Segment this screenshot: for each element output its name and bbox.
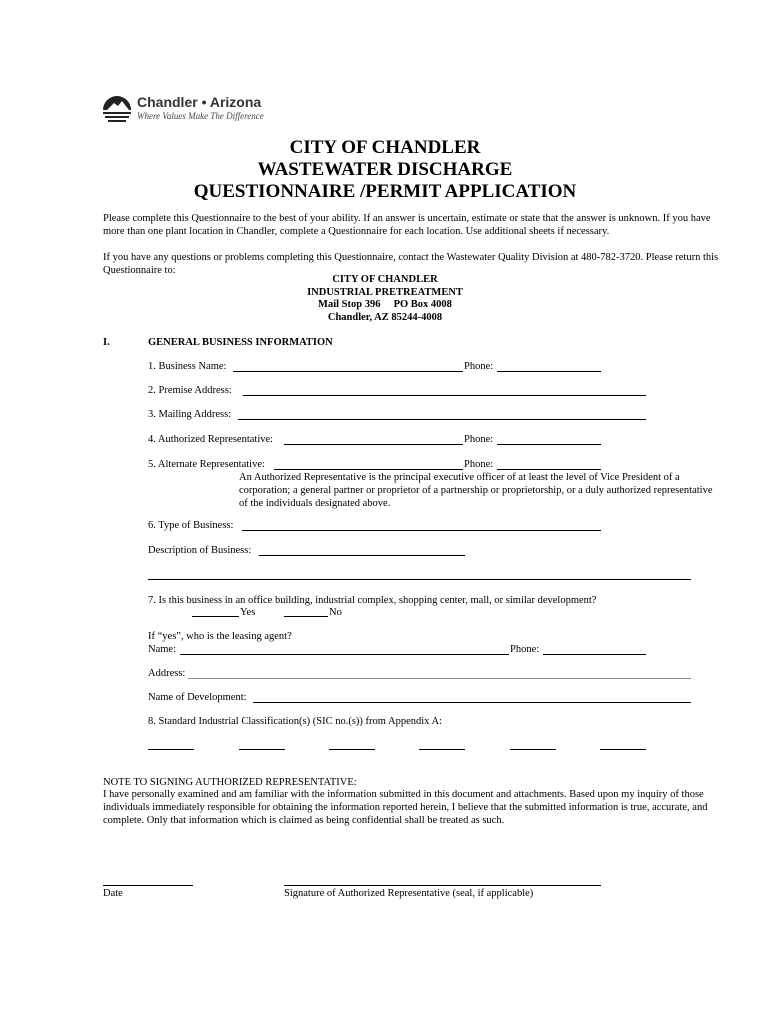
- yes-label: Yes: [240, 607, 256, 618]
- title-line-1: CITY OF CHANDLER: [289, 137, 481, 158]
- return-address-line-1: CITY OF CHANDLER: [332, 274, 438, 285]
- return-address-line-2: INDUSTRIAL PRETREATMENT: [307, 286, 463, 298]
- logo-name: Chandler • Arizona: [137, 94, 262, 110]
- question-7-label: 7. Is this business in an office building, industrial complex, shopping center, mall, or similar development?: [148, 595, 597, 606]
- leasing-agent-label: If “yes”, who is the leasing agent?: [148, 631, 292, 642]
- yes-field[interactable]: [192, 616, 239, 617]
- section-number: I.: [103, 337, 110, 348]
- leasing-agent-address-field[interactable]: [188, 678, 691, 679]
- type-of-business-field[interactable]: [242, 530, 601, 531]
- section-heading: GENERAL BUSINESS INFORMATION: [148, 337, 333, 348]
- alternate-rep-label: 5. Alternate Representative:: [148, 459, 265, 470]
- mailing-address-field[interactable]: [238, 419, 646, 420]
- authorized-rep-phone-field[interactable]: [497, 444, 601, 445]
- intro-paragraph-2: If you have any questions or problems completing this Questionnaire, contact the Wastewater Quality Division at 480-782-3720. Please return this Questionnaire to:: [103, 252, 719, 276]
- alternate-rep-phone-field[interactable]: [497, 469, 601, 470]
- description-label: Description of Business:: [148, 545, 252, 556]
- sic-field-4[interactable]: [419, 749, 465, 750]
- mailing-address-label: 3. Mailing Address:: [148, 409, 232, 420]
- alternate-rep-phone-label: Phone:: [464, 459, 494, 470]
- return-address-line-3: Mail Stop 396 PO Box 4008: [318, 299, 452, 310]
- leasing-agent-phone-field[interactable]: [543, 654, 646, 655]
- leasing-agent-address-label: Address:: [148, 668, 186, 679]
- leasing-agent-name-label: Name:: [148, 644, 176, 655]
- logo-tagline: Where Values Make The Difference: [137, 111, 264, 121]
- date-label: Date: [103, 888, 123, 899]
- business-name-label: 1. Business Name:: [148, 361, 227, 372]
- alternate-rep-field[interactable]: [274, 469, 463, 470]
- business-name-field[interactable]: [233, 371, 463, 372]
- no-label: No: [329, 607, 342, 618]
- date-field[interactable]: [103, 885, 193, 886]
- intro-paragraph-1: Please complete this Questionnaire to the best of your ability. If an answer is uncertain, estimate or state that the answer is unknown. If you have more than one plant location in Chandler, complete a Questionnaire for each location. Use additional sheets if necessary.: [103, 213, 711, 237]
- premise-address-field[interactable]: [243, 395, 646, 396]
- authorized-rep-phone-label: Phone:: [464, 434, 494, 445]
- business-phone-field[interactable]: [497, 371, 601, 372]
- leasing-agent-name-field[interactable]: [180, 654, 509, 655]
- premise-address-label: 2. Premise Address:: [148, 385, 232, 396]
- sic-field-3[interactable]: [329, 749, 375, 750]
- signature-field[interactable]: [284, 885, 601, 886]
- sic-field-6[interactable]: [600, 749, 646, 750]
- certification-text: I have personally examined and am familiar with the information submitted in this document and attachments. Based upon my inquiry of those individuals immediately responsible for obtaining the information reported herein, I believe that the submitted information is true, accurate, and complete. Only that information which is claimed as being confidential shall be treated as such.: [103, 789, 708, 826]
- type-of-business-label: 6. Type of Business:: [148, 520, 234, 531]
- description-field-continued[interactable]: [148, 579, 691, 580]
- sic-field-1[interactable]: [148, 749, 194, 750]
- certification-heading: NOTE TO SIGNING AUTHORIZED REPRESENTATIVE:: [103, 777, 357, 788]
- sun-mountain-icon: [101, 92, 133, 124]
- description-field[interactable]: [259, 555, 465, 556]
- leasing-agent-phone-label: Phone:: [510, 644, 540, 655]
- title-line-2: WASTEWATER DISCHARGE: [257, 159, 513, 180]
- city-logo: [101, 92, 271, 124]
- name-of-development-field[interactable]: [253, 702, 691, 703]
- authorized-rep-label: 4. Authorized Representative:: [148, 434, 274, 445]
- no-field[interactable]: [284, 616, 328, 617]
- return-address-line-4: Chandler, AZ 85244-4008: [327, 311, 443, 323]
- signature-label: Signature of Authorized Representative (seal, if applicable): [284, 888, 534, 899]
- authorized-rep-field[interactable]: [284, 444, 463, 445]
- sic-label: 8. Standard Industrial Classification(s) (SIC no.(s)) from Appendix A:: [148, 716, 442, 727]
- name-of-development-label: Name of Development:: [148, 692, 247, 703]
- sic-field-2[interactable]: [239, 749, 285, 750]
- business-phone-label: Phone:: [464, 361, 494, 372]
- title-line-3: QUESTIONNAIRE /PERMIT APPLICATION: [193, 181, 577, 202]
- sic-field-5[interactable]: [510, 749, 556, 750]
- authorized-rep-note: An Authorized Representative is the principal executive officer of at least the level of Vice President of a corporation; a general partner or proprietor of a partnership or proprietorship, or a duly authorized representative of the individuals designated above.: [239, 472, 713, 509]
